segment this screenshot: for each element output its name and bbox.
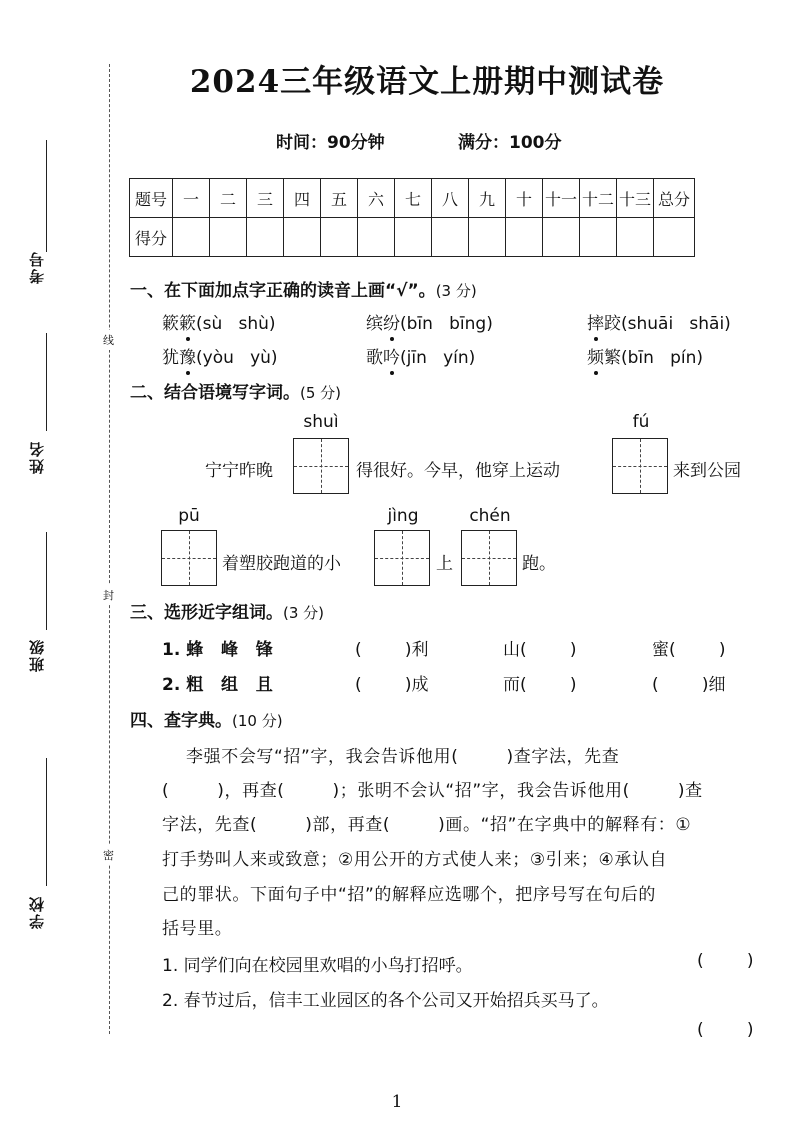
score-cell[interactable] [321, 218, 358, 257]
write-box-pu[interactable] [161, 530, 217, 586]
section3-row2-c[interactable]: ( )细 [652, 675, 726, 695]
section3-row1-b[interactable]: 山( ) [503, 640, 577, 660]
section2-text4: 着塑胶跑道的小 [222, 554, 341, 574]
class-line [46, 532, 47, 630]
header-label-cell: 题号 [130, 179, 173, 218]
section1-reading: (bīn bīng) [400, 314, 493, 334]
header-cell: 十 [506, 179, 543, 218]
section3-row1-chars: 1. 蜂 峰 锋 [162, 640, 273, 660]
seal-word-line: 线 [103, 330, 114, 350]
section3-row1-c[interactable]: 蜜( ) [652, 640, 726, 660]
section1-word: 缤纷 [366, 314, 400, 334]
section1-heading [130, 276, 477, 301]
score-cell[interactable] [580, 218, 617, 257]
score-table [129, 178, 695, 257]
score-cell[interactable] [432, 218, 469, 257]
score-cell[interactable] [358, 218, 395, 257]
write-box-jing[interactable] [374, 530, 430, 586]
section3-row2-b[interactable]: 而( ) [503, 675, 577, 695]
section1-word: 频繁 [587, 348, 621, 368]
section1-item[interactable] [162, 343, 278, 368]
section3-row2-chars: 2. 粗 组 且 [162, 675, 273, 695]
section4-q1: 1. 同学们向在校园里欢唱的小鸟打招呼。 [162, 956, 473, 976]
section4-line: 括号里。 [162, 919, 233, 939]
class-label: 班级 [28, 638, 46, 672]
header-cell: 七 [395, 179, 432, 218]
section1-item[interactable] [162, 309, 276, 334]
score-cell[interactable] [617, 218, 654, 257]
section1-item[interactable] [366, 309, 493, 334]
section4-line: 李强不会写“招”字，我会告诉他用( )查字法，先查 [162, 747, 620, 767]
section4-line: ( )，再查( )；张明不会认“招”字，我会告诉他用( )查 [162, 781, 703, 801]
section1-reading: (yòu yù) [196, 348, 278, 368]
pinyin-chen: chén [469, 506, 511, 526]
score-cell[interactable] [395, 218, 432, 257]
write-box-chen[interactable] [461, 530, 517, 586]
section2-points: (5 分) [300, 384, 342, 402]
section3-heading [130, 598, 324, 623]
score-cell[interactable] [506, 218, 543, 257]
seal-word-secret: 密 [103, 845, 114, 865]
score-cell[interactable] [543, 218, 580, 257]
section1-word: 歌吟 [366, 348, 400, 368]
section4-line: 字法，先查( )部，再查( )画。“招”在字典中的解释有：① [162, 815, 692, 835]
pinyin-shui: shuì [303, 412, 339, 432]
score-table-score-row [130, 218, 695, 257]
section1-item[interactable] [366, 343, 475, 368]
header-cell: 十二 [580, 179, 617, 218]
section4-heading [130, 706, 283, 731]
header-cell: 十三 [617, 179, 654, 218]
section1-points: (3 分) [435, 282, 477, 300]
full-score: 满分：100分 [458, 133, 562, 153]
header-cell: 一 [173, 179, 210, 218]
section4-line: 打手势叫人来或致意；②用公开的方式使人来；③引来；④承认自 [162, 850, 668, 870]
section2-text5: 上 [436, 554, 453, 574]
section3-points: (3 分) [283, 604, 325, 622]
section4-q2: 2. 春节过后，信丰工业园区的各个公司又开始招兵买马了。 [162, 991, 609, 1011]
exam-no-line [46, 140, 47, 252]
section2-text6: 跑。 [522, 554, 556, 574]
pinyin-fu: fú [632, 412, 650, 432]
section4-title: 四、查字典。 [130, 711, 232, 731]
header-cell: 五 [321, 179, 358, 218]
section1-reading: (sù shù) [196, 314, 276, 334]
total-score-cell[interactable] [654, 218, 695, 257]
header-cell: 十一 [543, 179, 580, 218]
section3-title: 三、选形近字组词。 [130, 603, 283, 623]
section1-word: 摔跤 [587, 314, 621, 334]
header-cell: 六 [358, 179, 395, 218]
section4-q1-blank[interactable]: ( ) [697, 951, 754, 971]
section1-reading: (bīn pín) [621, 348, 704, 368]
score-label-cell: 得分 [130, 218, 173, 257]
section2-title: 二、结合语境写字词。 [130, 383, 300, 403]
exam-time: 时间：90分钟 [276, 133, 385, 153]
header-cell: 二 [210, 179, 247, 218]
header-cell: 八 [432, 179, 469, 218]
section4-q2-blank[interactable]: ( ) [697, 1020, 754, 1040]
score-cell[interactable] [210, 218, 247, 257]
school-line [46, 758, 47, 886]
score-cell[interactable] [173, 218, 210, 257]
score-cell[interactable] [247, 218, 284, 257]
section4-line: 己的罪状。下面句子中“招”的解释应选哪个，把序号写在句后的 [162, 885, 657, 905]
section1-title: 一、在下面加点字正确的读音上画“√”。 [130, 281, 436, 301]
write-box-fu[interactable] [612, 438, 668, 494]
section2-text3: 来到公园 [673, 461, 741, 481]
header-cell: 九 [469, 179, 506, 218]
name-label: 姓名 [28, 440, 46, 474]
pinyin-jing: jìng [387, 506, 419, 526]
page-title: 2024三年级语文上册期中测试卷 [189, 64, 665, 100]
section1-reading: (jīn yín) [400, 348, 476, 368]
section1-item[interactable] [587, 343, 703, 368]
score-table-header-row [130, 179, 695, 218]
section2-heading [130, 378, 341, 403]
section4-points: (10 分) [232, 712, 283, 730]
header-cell: 四 [284, 179, 321, 218]
seal-word-seal: 封 [103, 585, 114, 605]
write-box-shui[interactable] [293, 438, 349, 494]
section1-item[interactable] [587, 309, 731, 334]
section2-text1: 宁宁昨晚 [205, 461, 273, 481]
page-number: 1 [391, 1092, 403, 1112]
section3-row2-a[interactable]: ( )成 [355, 675, 429, 695]
score-cell[interactable] [284, 218, 321, 257]
school-label: 学校 [28, 895, 46, 929]
header-cell: 三 [247, 179, 284, 218]
exam-no-label: 考号 [28, 250, 46, 284]
total-label-cell: 总分 [654, 179, 695, 218]
section2-text2: 得很好。今早，他穿上运动 [356, 461, 560, 481]
section3-row1-a[interactable]: ( )利 [355, 640, 429, 660]
binding-dashed-line [109, 64, 110, 1034]
section1-word: 犹豫 [162, 348, 196, 368]
section1-reading: (shuāi shāi) [621, 314, 731, 334]
section1-word: 簌簌 [162, 314, 196, 334]
pinyin-pu: pū [178, 506, 200, 526]
name-line [46, 333, 47, 431]
score-cell[interactable] [469, 218, 506, 257]
